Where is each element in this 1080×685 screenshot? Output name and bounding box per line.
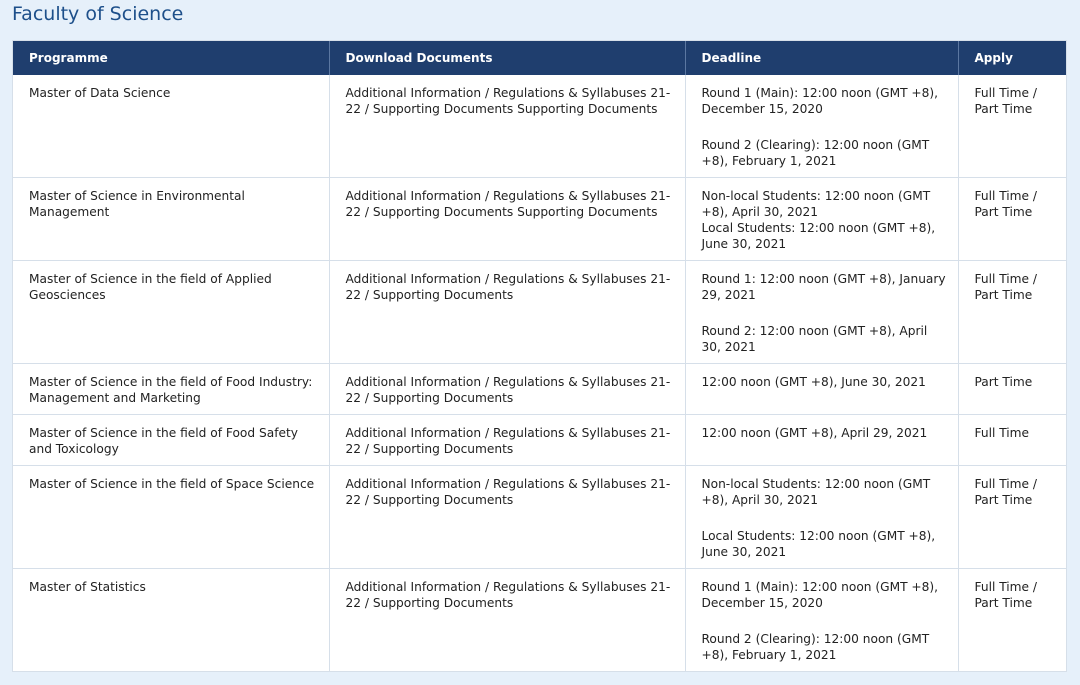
table-row	[13, 261, 1066, 364]
deadline-item: Local Students: 12:00 noon (GMT +8), June 30, 2021	[701, 221, 936, 251]
deadline-item: Round 1 (Main): 12:00 noon (GMT +8), December 15, 2020	[701, 580, 939, 610]
documents-link[interactable]: Additional Information / Regulations & Syllabuses 21-22 / Supporting Documents	[329, 415, 685, 466]
deadline-item: 12:00 noon (GMT +8), April 29, 2021	[701, 426, 928, 440]
deadline-item: Local Students: 12:00 noon (GMT +8), June 30, 2021	[701, 529, 936, 559]
column-header-deadline: Deadline	[685, 41, 958, 75]
deadline-cell	[685, 261, 958, 364]
column-header-programme: Programme	[13, 41, 329, 75]
column-header-documents: Download Documents	[329, 41, 685, 75]
deadline-cell	[685, 569, 958, 672]
deadline-item: Round 2 (Clearing): 12:00 noon (GMT +8), February 1, 2021	[701, 138, 930, 168]
table-row	[13, 75, 1066, 178]
table-header-row	[13, 41, 1066, 75]
apply-link[interactable]: Full Time / Part Time	[958, 178, 1066, 261]
programme-table	[12, 40, 1067, 672]
documents-link[interactable]: Additional Information / Regulations & Syllabuses 21-22 / Supporting Documents	[329, 364, 685, 415]
apply-link[interactable]: Full Time	[958, 415, 1066, 466]
programme-cell: Master of Science in Environmental Management	[13, 178, 329, 261]
deadline-item: Round 2: 12:00 noon (GMT +8), April 30, 2021	[701, 324, 928, 354]
deadline-item: Round 2 (Clearing): 12:00 noon (GMT +8), February 1, 2021	[701, 632, 930, 662]
column-header-apply: Apply	[958, 41, 1066, 75]
deadline-item: Non-local Students: 12:00 noon (GMT +8), April 30, 2021	[701, 189, 931, 219]
deadline-cell	[685, 415, 958, 466]
programme-cell: Master of Science in the field of Space Science	[13, 466, 329, 569]
apply-link[interactable]: Full Time / Part Time	[958, 466, 1066, 569]
programme-cell: Master of Science in the field of Applied Geosciences	[13, 261, 329, 364]
deadline-item: 12:00 noon (GMT +8), June 30, 2021	[701, 375, 926, 389]
deadline-cell	[685, 466, 958, 569]
deadline-item: Non-local Students: 12:00 noon (GMT +8), April 30, 2021	[701, 477, 931, 507]
deadline-cell	[685, 178, 958, 261]
documents-link[interactable]: Additional Information / Regulations & Syllabuses 21-22 / Supporting Documents	[329, 466, 685, 569]
page-title: Faculty of Science	[12, 3, 184, 25]
table-row	[13, 364, 1066, 415]
table-row	[13, 415, 1066, 466]
apply-link[interactable]: Full Time / Part Time	[974, 580, 1038, 610]
documents-link[interactable]: Additional Information / Regulations & Syllabuses 21-22 / Supporting Documents Supporting Documents	[329, 75, 685, 178]
table-row	[13, 466, 1066, 569]
deadline-item: Round 1: 12:00 noon (GMT +8), January 29, 2021	[701, 272, 946, 302]
documents-link[interactable]: Additional Information / Regulations & Syllabuses 21-22 / Supporting Documents	[329, 569, 685, 672]
documents-link[interactable]: Additional Information / Regulations & Syllabuses 21-22 / Supporting Documents Supporting Documents	[329, 178, 685, 261]
programme-cell: Master of Data Science	[13, 75, 329, 178]
programme-cell: Master of Science in the field of Food Safety and Toxicology	[13, 415, 329, 466]
deadline-cell	[685, 364, 958, 415]
table-row	[13, 178, 1066, 261]
table-row	[13, 569, 1066, 672]
apply-link[interactable]: Full Time / Part Time	[958, 75, 1066, 178]
apply-link[interactable]: Part Time	[958, 364, 1066, 415]
deadline-cell	[685, 75, 958, 178]
programme-cell: Master of Science in the field of Food Industry: Management and Marketing	[13, 364, 329, 415]
deadline-item: Round 1 (Main): 12:00 noon (GMT +8), December 15, 2020	[701, 86, 939, 116]
programme-cell: Master of Statistics	[13, 569, 329, 672]
documents-link[interactable]: Additional Information / Regulations & Syllabuses 21-22 / Supporting Documents	[329, 261, 685, 364]
apply-link[interactable]: Full Time / Part Time	[958, 261, 1066, 364]
